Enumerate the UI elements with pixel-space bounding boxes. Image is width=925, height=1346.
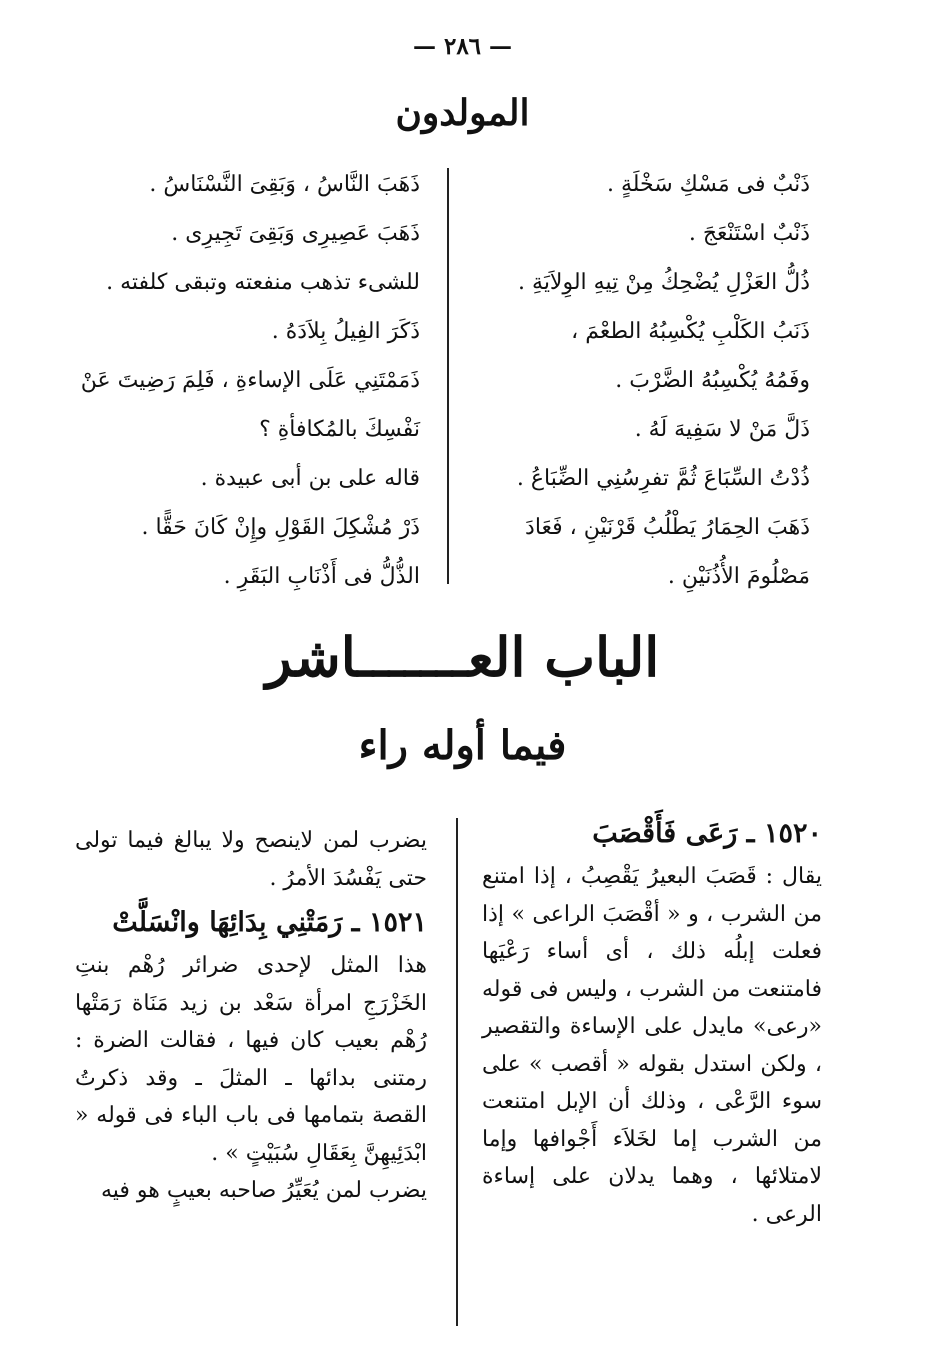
proverb-line: ذَنْبٌ اسْتَنْعَجَ .: [688, 221, 810, 246]
proverb-line: ذَنَبُ الكَلْبِ يُكْسِبُهُ الطعْمَ ،: [571, 319, 810, 344]
proverb-line: ذَهَبَ الحِمَارُ يَطْلُبُ قَرْنَيْنِ ، فَعَادَ: [525, 515, 810, 540]
column-divider: [456, 818, 458, 1326]
entry-heading: ١٥٢١ ـ رَمَتْنِي بِدَائِهَا وانْسَلَّتْ: [112, 907, 427, 938]
entry-usage: يضرب لمن يُعَيِّرُ صاحبه بعيبٍ هو فيه: [100, 1178, 427, 1203]
proverb-line: ذَرْ مُشْكِلَ القَوْلِ وإِنْ كَانَ حَقًّا .: [141, 515, 420, 540]
proverb-line: ذُلُّ العَزْلِ يُضْحِكُ مِنْ تِيهِ الوِلاَيَةِ .: [518, 270, 810, 295]
proverb-line: للشىء تذهب منفعته وتبقى كلفته .: [106, 270, 420, 295]
proverb-line: قاله على بن أبى عبيدة .: [200, 466, 420, 491]
page-number: — ٢٨٦ —: [412, 33, 513, 60]
proverb-line: ذَلَّ مَنْ لا سَفِيهَ لَهُ .: [634, 417, 810, 442]
entry-1520: [482, 808, 822, 1233]
entry-text: يقال : قَصَبَ البعيرُ يَقْصِبُ ، إذا امتنع من الشرب ، و « أقْصَبَ الراعى » إذا فعلت إبلُه ذلك ، أى أساء رَعْيَها فامتنعت من الشرب ، وليس فى قوله «رعى» مايدل على الإساءة والتقصير ، ولكن استدل بقوله « أقصب » على سوء الرَّعْى ، وذلك أن الإبل امتنعت من الشرب إما لخَلاَء أَجْوافها وإما لامتلائها ، وهما يدلان على إساءة الرعى .: [482, 864, 822, 1227]
entry-text: هذا المثل لإحدى ضرائر رُهْم بنتِ الخَزْرَجِ امرأة سَعْد بن زيد مَنَاة رَمَتْها رُهْم بعيب كان فيها ، فقالت الضرة : رمتنى بدائها ـ المثلَ ـ وقد ذكرتُ القصة بتمامها فى باب الباء فى قوله « ابْدَئِيهِنَّ بِعَقَالِ سُبَيْتٍ » .: [75, 953, 427, 1166]
column-divider: [447, 168, 449, 584]
entry-1521: [75, 822, 427, 1210]
proverb-line: الذُّلُّ فى أَذْنَابِ البَقَرِ .: [223, 564, 420, 589]
proverb-list-right: [470, 160, 810, 601]
section-title: المولدون: [395, 92, 530, 134]
previous-entry-usage: يضرب لمن لاينصح ولا يبالغ فيما تولى حتى يَفْسُدَ الأمرُ .: [75, 828, 427, 891]
proverb-line: مَصْلُومَ الأُذُنَيْنِ .: [667, 564, 810, 589]
chapter-subtitle: فيما أوله راء: [358, 722, 567, 769]
proverb-line: وفَمُهُ يُكْسِبُهُ الضَّرْبَ .: [615, 368, 810, 393]
proverb-line: ذَنْبٌ فى مَسْكِ سَخْلَةٍ .: [606, 172, 810, 197]
proverb-line: ذَمَمْتَنِي عَلَى الإساءةِ ، فَلِمَ رَضِيتَ عَنْ: [80, 368, 420, 393]
proverb-line: نَفْسِكَ بالمُكافأةِ ؟: [259, 417, 420, 442]
chapter-title: الباب العـــــــاشر: [265, 625, 660, 689]
proverb-line: ذَهَبَ عَصِيرِى وَبَقِىَ تَجِيرِى .: [171, 221, 420, 246]
entry-heading: ١٥٢٠ ـ رَعَى فَأَقْصَبَ: [592, 818, 822, 849]
proverb-line: ذُدْتُ السِّبَاعَ ثُمَّ تفرِسُنِي الضِّبَاعُ .: [516, 466, 810, 491]
proverb-list-left: [75, 160, 420, 601]
proverb-line: ذَهَبَ النَّاسُ ، وَبَقِىَ النَّسْنَاسُ .: [149, 172, 420, 197]
proverb-line: ذَكَرَ الفِيلُ بِلاَدَهُ .: [271, 319, 420, 344]
